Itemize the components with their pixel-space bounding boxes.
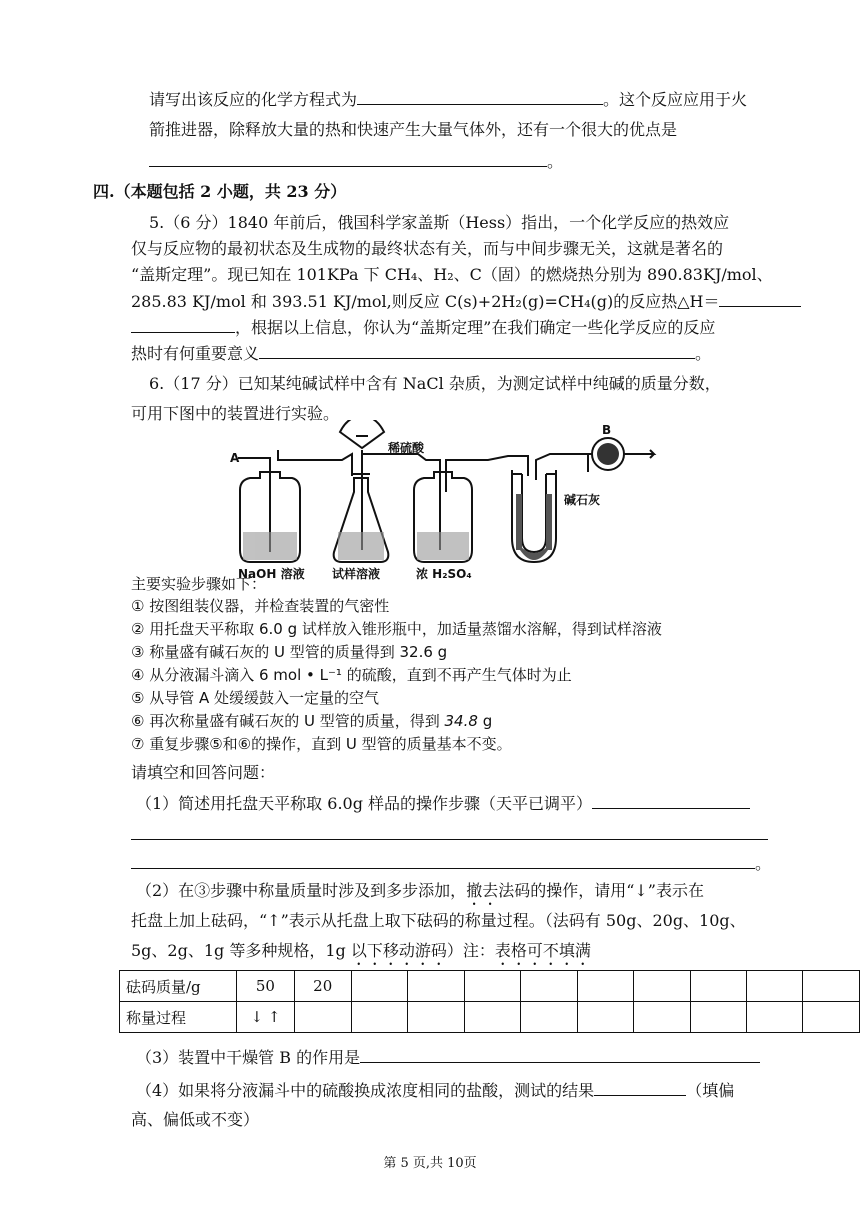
table-cell[interactable] [577, 1002, 633, 1033]
table-cell[interactable] [634, 971, 690, 1002]
q1-line: （1）简述用托盘天平称取 6.0g 样品的操作步骤（天平已调平） [136, 792, 750, 815]
step-item: ④ 从分液漏斗滴入 6 mol • L⁻¹ 的硫酸，直到不再产生气体时为止 [131, 666, 572, 684]
answer-blank[interactable] [594, 1079, 686, 1096]
q5-line: “盖斯定理”。现已知在 101KPa 下 CH₄、H₂、C（固）的燃烧热分别为 890.83KJ/mol、 [131, 265, 773, 284]
q5-line: 5.（6 分）1840 年前后，俄国科学家盖斯（Hess）指出，一个化学反应的热效应 [149, 213, 730, 232]
table-cell[interactable] [351, 971, 407, 1002]
step-item: ① 按图组装仪器，并检查装置的气密性 [131, 597, 390, 615]
q2-line: 托盘上加上砝码，“↑”表示从托盘上取下砝码的称量过程。（法码有 50g、20g、10g、 [131, 911, 746, 930]
table-header-cell: 砝码质量/g [120, 971, 237, 1002]
label-sample: 试样溶液 [332, 567, 381, 580]
q-intro: 请填空和回答问题： [131, 763, 276, 782]
table-cell[interactable] [690, 1002, 746, 1033]
table-cell[interactable] [577, 971, 633, 1002]
q-line: 请写出该反应的化学方程式为 。这个反应应用于火 [149, 90, 748, 109]
table-cell[interactable] [521, 971, 577, 1002]
table-cell[interactable] [634, 1002, 690, 1033]
label-dilute-acid: 稀硫酸 [388, 441, 425, 455]
q1-line: 。 [131, 852, 771, 875]
table-cell[interactable] [690, 971, 746, 1002]
q5-line: ，根据以上信息，你认为“盖斯定理”在我们确定一些化学反应的反应 [131, 316, 715, 339]
answer-blank[interactable] [131, 316, 235, 333]
table-row [120, 1002, 860, 1033]
answer-blank[interactable] [149, 150, 547, 167]
answer-blank[interactable] [360, 1046, 760, 1063]
apparatus-figure [230, 420, 670, 580]
answer-blank[interactable] [131, 852, 755, 869]
label-a: A [230, 451, 240, 465]
answer-blank[interactable] [592, 792, 750, 809]
table-header-cell: 称量过程 [120, 1002, 237, 1033]
q4-line: 高、偏低或不变） [131, 1110, 260, 1129]
q1-line [131, 823, 768, 846]
label-soda-lime: 碱石灰 [564, 493, 601, 507]
table-row [120, 971, 860, 1002]
q5-line: 热时有何重要意义 。 [131, 344, 712, 363]
q-line: 箭推进器，除释放大量的热和快速产生大量气体外，还有一个很大的优点是 [149, 120, 678, 139]
table-cell[interactable] [803, 1002, 860, 1033]
answer-blank[interactable] [259, 342, 695, 359]
label-b: B [602, 423, 612, 437]
step-item: ② 用托盘天平称取 6.0 g 试样放入锥形瓶中，加适量蒸馏水溶解，得到试样溶液 [131, 620, 662, 638]
q3-line: （3）装置中干燥管 B 的作用是 [136, 1046, 760, 1069]
step-item: ⑦ 重复步骤⑤和⑥的操作，直到 U 型管的质量基本不变。 [131, 735, 512, 753]
table-cell[interactable]: ↓ ↑ [237, 1002, 294, 1033]
step-item: ③ 称量盛有碱石灰的 U 型管的质量得到 32.6 g [131, 643, 448, 661]
answer-blank[interactable] [131, 823, 768, 840]
step-item: ⑤ 从导管 A 处缓缓鼓入一定量的空气 [131, 689, 380, 707]
table-cell[interactable] [747, 971, 803, 1002]
q5-line: 285.83 KJ/mol 和 393.51 KJ/mol,则反应 C(s)+2H₂(g)=CH₄(g)的反应热△H＝ [131, 290, 801, 313]
section-heading: 四.（本题包括 2 小题，共 23 分） [93, 182, 347, 201]
table-cell[interactable]: 50 [237, 971, 294, 1002]
table-cell[interactable] [408, 971, 464, 1002]
table-cell[interactable] [747, 1002, 803, 1033]
table-cell[interactable] [408, 1002, 464, 1033]
table-cell[interactable] [294, 1002, 351, 1033]
label-h2so4: 浓 H₂SO₄ [416, 567, 472, 580]
answer-blank[interactable] [357, 88, 603, 105]
step-item: ⑥ 再次称量盛有碱石灰的 U 型管的质量，得到 34.8 g [131, 712, 493, 730]
answer-blank[interactable] [719, 290, 801, 307]
q2-line: 5g、2g、1g 等多种规格，1g 以下移动游码）注：表格可不填满 [131, 941, 591, 960]
q6-line: 可用下图中的装置进行实验。 [131, 404, 340, 423]
table-cell[interactable] [521, 1002, 577, 1033]
q2-line: （2）在③步骤中称量质量时涉及到多步添加，撤去法码的操作，请用“↓”表示在 [136, 881, 704, 900]
label-naoh: NaOH 溶液 [238, 567, 305, 580]
q4-line: （4）如果将分液漏斗中的硫酸换成浓度相同的盐酸，测试的结果 （填偏 [136, 1081, 735, 1100]
table-cell[interactable] [351, 1002, 407, 1033]
q5-line: 仅与反应物的最初状态及生成物的最终状态有关，而与中间步骤无关，这就是著名的 [131, 239, 724, 258]
steps-title: 主要实验步骤如下： [131, 575, 267, 593]
table-cell[interactable] [464, 971, 520, 1002]
q6-line: 6.（17 分）已知某纯碱试样中含有 NaCl 杂质，为测定试样中纯碱的质量分数， [149, 374, 721, 393]
table-cell[interactable] [464, 1002, 520, 1033]
q-line: 。 [149, 150, 563, 173]
table-cell[interactable]: 20 [294, 971, 351, 1002]
weight-table [119, 970, 860, 1033]
table-cell[interactable] [803, 971, 860, 1002]
page-footer: 第 5 页,共 10页 [383, 1156, 477, 1171]
